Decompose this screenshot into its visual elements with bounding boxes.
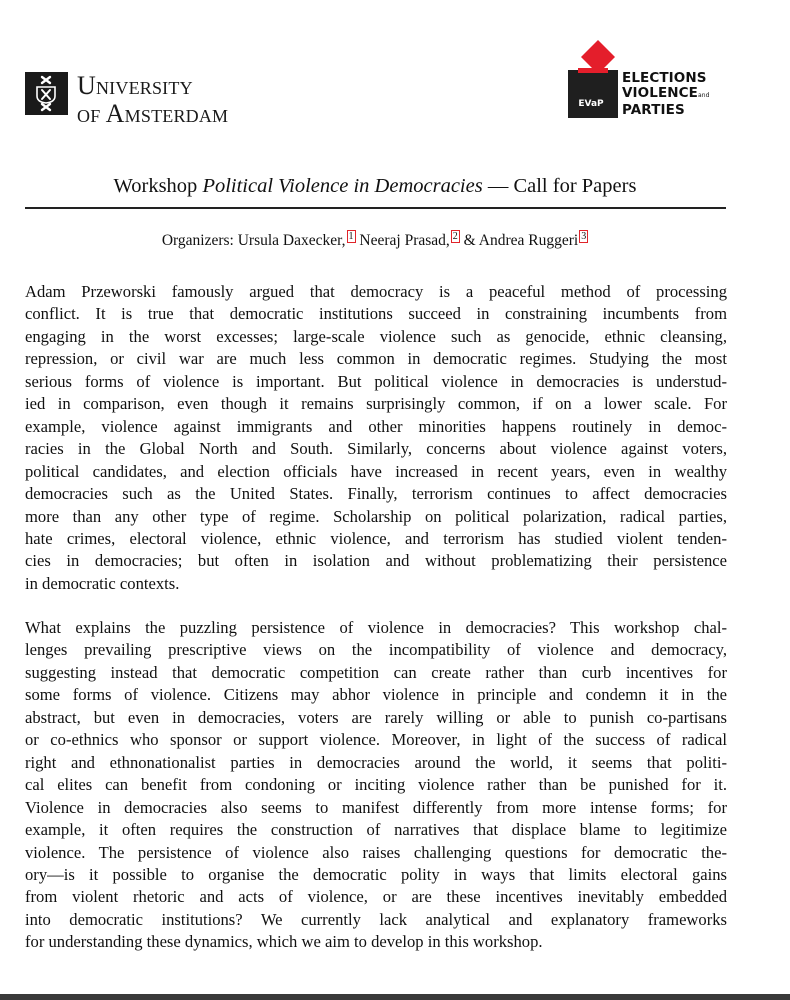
- uva-line1: University: [77, 71, 193, 100]
- paragraph-line: into democratic institutions? We currently lack analytical and explanatory frameworks: [25, 909, 727, 929]
- title-prefix: Workshop: [113, 175, 203, 197]
- paragraph-line: Adam Przeworski famously argued that democracy is a peaceful method of processing: [25, 282, 727, 301]
- paragraph-line: democracies such as the United States. Finally, terrorism continues to affect democracies: [25, 484, 727, 504]
- paragraph-line: right and ethnonationalist parties in democracies around the world, it seems that politi-: [25, 752, 727, 772]
- paragraph-line: What explains the puzzling persistence of violence in democracies? This workshop chal-: [25, 618, 727, 637]
- paragraph-line: hate crimes, electoral violence, ethnic violence, and terrorism has studied violent tenden-: [25, 528, 727, 548]
- paragraph-1: [25, 281, 727, 595]
- paragraph-line: or co-ethnics who sponsor or support violence. Moreover, in light of the success of radical: [25, 730, 727, 750]
- footnote-link-2[interactable]: 2: [452, 231, 458, 242]
- evap-wordmark: [622, 71, 710, 118]
- organizer-name-2: Neeraj Prasad,: [355, 232, 450, 249]
- paragraph-line: suggesting instead that democratic competition can create rather than curb incentives for: [25, 662, 727, 682]
- evap-line1: ELECTIONS: [622, 70, 707, 86]
- organizer-name-3: & Andrea Ruggeri: [459, 232, 579, 249]
- paragraph-line: for understanding these dynamics, which we aim to develop in this workshop.: [25, 932, 543, 952]
- title-divider: [25, 207, 726, 209]
- paragraph-line: lenges prevailing prescriptive views on the incompatibility of violence and democracy,: [25, 640, 727, 660]
- title-suffix: — Call for Papers: [482, 175, 637, 197]
- paragraph-line: serious forms of violence is important. But political violence in democracies is understud-: [25, 371, 727, 391]
- page-title: [25, 175, 725, 198]
- paragraph-line: conflict. It is true that democratic institutions succeed in constraining incumbents from: [25, 304, 727, 324]
- evap-line3: PARTIES: [622, 102, 685, 118]
- paragraph-line: example, violence against immigrants and other minorities happens routinely in democ-: [25, 416, 727, 436]
- paragraph-line: ied in comparison, even though it remains surprisingly common, if on a lower scale. For: [25, 394, 727, 414]
- paragraph-line: racies in the Global North and South. Similarly, concerns about violence against voters,: [25, 439, 727, 459]
- paragraph-line: from violent rhetoric and acts of violence, or are these incentives inevitably embedded: [25, 887, 727, 907]
- evap-and: and: [698, 92, 710, 99]
- organizers-label: Organizers:: [161, 232, 238, 249]
- paragraph-line: repression, or civil war are much less common in democratic regimes. Studying the most: [25, 349, 727, 369]
- paragraph-line: more than any other type of regime. Scholarship on political polarization, radical parties,: [25, 506, 727, 526]
- uva-crest-icon: [25, 72, 68, 115]
- uva-wordmark: [77, 72, 228, 128]
- paragraph-line: Violence in democracies also seems to manifest differently from more intense forms; for: [25, 797, 727, 817]
- paragraph-2: [25, 617, 727, 954]
- evap-badge: EVaP: [578, 99, 604, 109]
- footnote-link-1[interactable]: 1: [348, 231, 354, 242]
- paragraph-line: cies in democracies; but often in isolation and without problematizing their persistence: [25, 551, 727, 571]
- paragraph-line: ory—is it possible to organise the democratic polity in ways that limits electoral gains: [25, 864, 727, 884]
- uva-line2: of Amsterdam: [77, 99, 229, 128]
- paragraph-line: violence. The persistence of violence also raises challenging questions for democratic the-: [25, 842, 727, 862]
- ballot-box-icon: [568, 38, 618, 122]
- viewer-bottom-bar: [0, 994, 790, 1000]
- paragraph-line: abstract, but even in democracies, voters are rarely willing or able to punish co-partisans: [25, 707, 727, 727]
- organizers-line: [25, 230, 725, 250]
- paragraph-line: political candidates, and election officials have increased in recent years, even in wealthy: [25, 461, 727, 481]
- footnote-link-3[interactable]: 3: [581, 231, 587, 242]
- paragraph-line: cal elites can benefit from condoning or inciting violence rather than be punished for it.: [25, 775, 727, 795]
- title-italic: Political Violence in Democracies: [202, 175, 483, 197]
- organizer-name-1: Ursula Daxecker,: [237, 232, 346, 249]
- paragraph-line: some forms of violence. Citizens may abhor violence in principle and condemn it in the: [25, 685, 727, 705]
- evap-logo: [568, 38, 728, 128]
- evap-line2: VIOLENCE: [622, 85, 698, 101]
- paragraph-line: in democratic contexts.: [25, 573, 180, 593]
- paragraph-line: example, it often requires the construction of narratives that displace blame to legitimize: [25, 820, 727, 840]
- paragraph-line: engaging in the worst excesses; large-scale violence such as genocide, ethnic cleansing,: [25, 326, 727, 346]
- evap-line2-wrap: [622, 86, 710, 103]
- university-of-amsterdam-logo: [25, 72, 265, 132]
